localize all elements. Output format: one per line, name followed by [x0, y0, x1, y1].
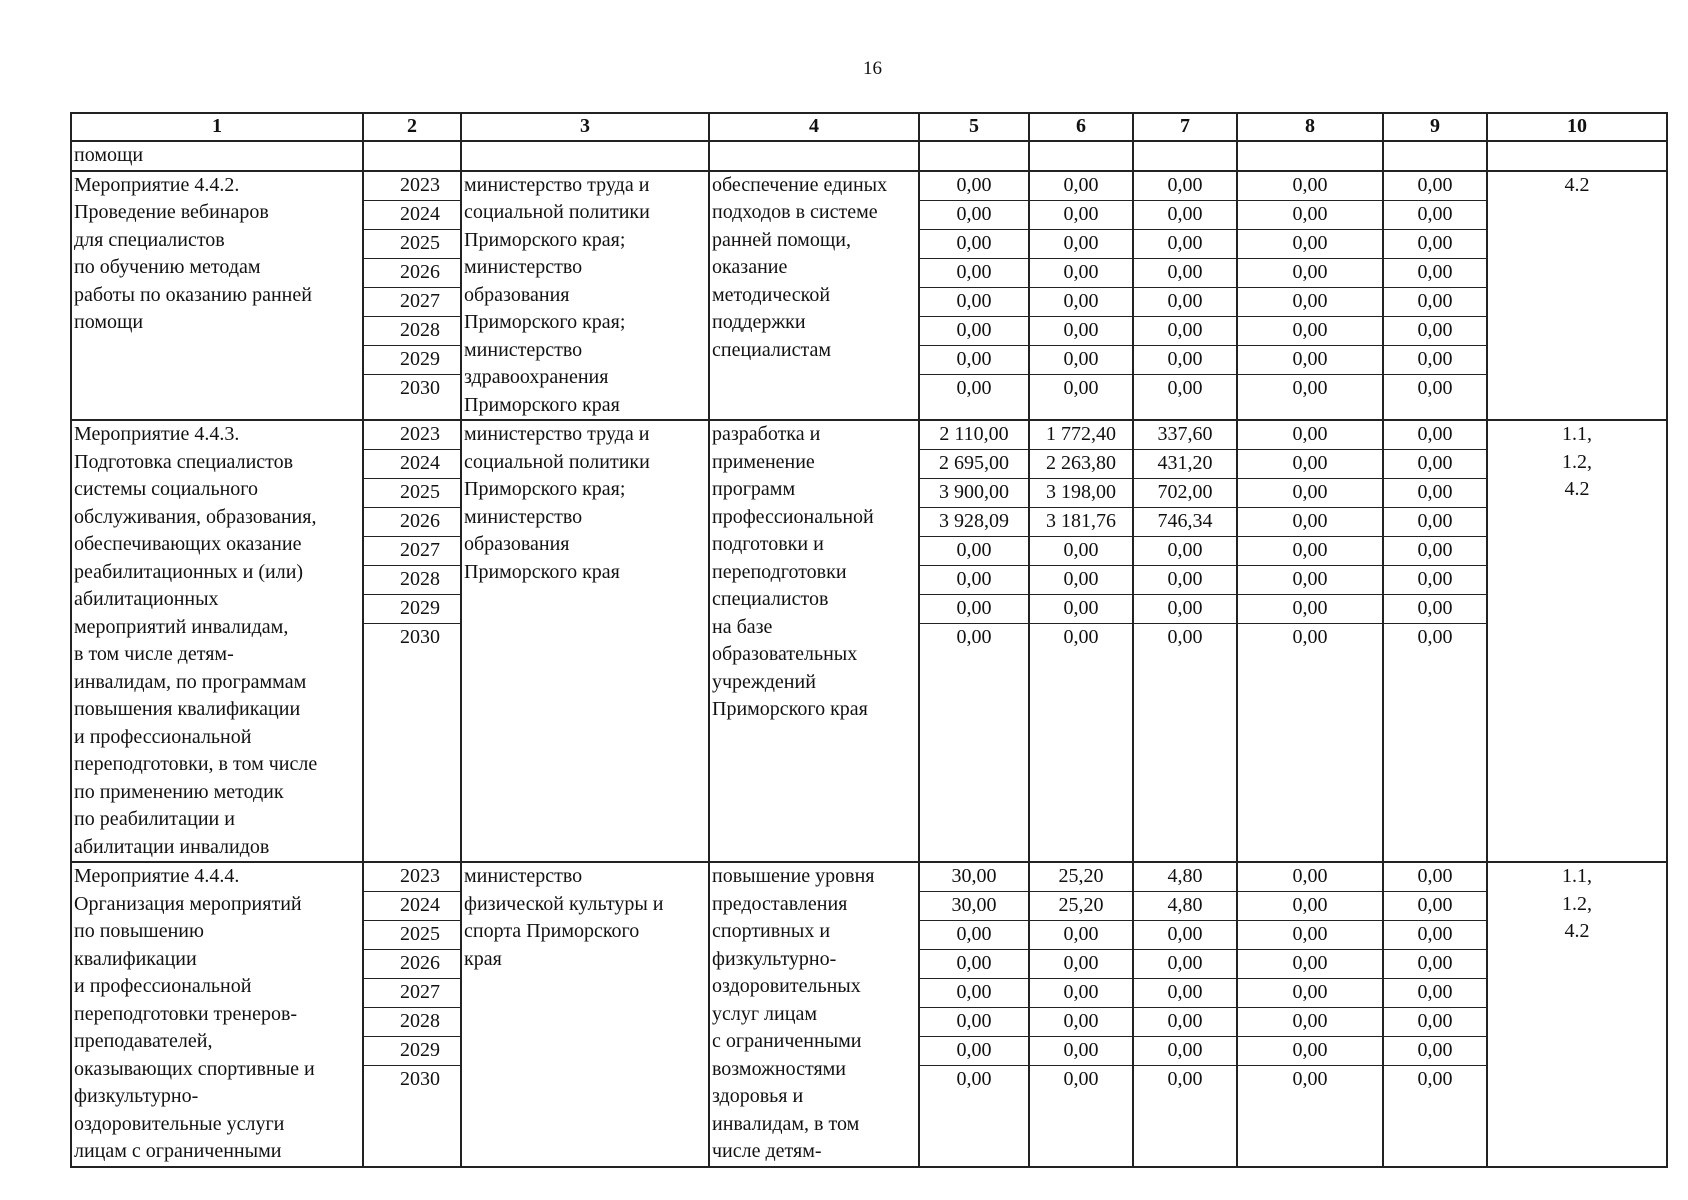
amount-value: 3 181,76	[1030, 508, 1132, 537]
amount-value: 0,00	[1384, 1037, 1486, 1066]
year-value: 2026	[364, 950, 460, 979]
amount-value: 0,00	[920, 346, 1028, 375]
amount-value: 3 900,00	[920, 479, 1028, 508]
amount-value: 0,00	[1134, 259, 1236, 288]
amount-value: 0,00	[1292, 376, 1328, 399]
amount-value: 0,00	[1238, 537, 1382, 566]
amount-value: 0,00	[1384, 508, 1486, 537]
amount-value: 0,00	[1167, 376, 1203, 399]
amount-value: 0,00	[1384, 259, 1486, 288]
year-value: 2024	[364, 450, 460, 479]
amount-value: 0,00	[1384, 863, 1486, 892]
amount-value: 0,00	[920, 921, 1028, 950]
amount-c7	[1133, 420, 1237, 862]
amount-value: 0,00	[1384, 979, 1486, 1008]
col-header-7: 7	[1133, 113, 1237, 141]
amount-value: 0,00	[1417, 626, 1453, 648]
amount-value: 0,00	[1134, 537, 1236, 566]
target-indicator-cell: 1.1, 1.2, 4.2	[1487, 420, 1667, 862]
amount-value: 0,00	[956, 1068, 992, 1090]
amount-value: 0,00	[1384, 921, 1486, 950]
amount-value: 0,00	[920, 317, 1028, 346]
empty-cell	[363, 141, 461, 171]
amount-value: 0,00	[920, 950, 1028, 979]
amount-c5	[919, 420, 1029, 862]
col-header-2: 2	[363, 113, 461, 141]
amount-value: 0,00	[1030, 537, 1132, 566]
amount-value: 0,00	[1238, 863, 1382, 892]
amount-value: 0,00	[1238, 172, 1382, 201]
target-indicator-cell: 4.2	[1487, 171, 1667, 421]
amount-value: 25,20	[1030, 892, 1132, 921]
amount-c6	[1029, 420, 1133, 862]
empty-cell	[461, 141, 709, 171]
amount-value: 25,20	[1030, 863, 1132, 892]
col-header-10: 10	[1487, 113, 1667, 141]
amount-value: 0,00	[1238, 317, 1382, 346]
amount-value: 0,00	[1384, 566, 1486, 595]
executor-cell: министерство физической культуры и спорта Приморского края	[461, 862, 709, 1167]
amount-value: 0,00	[920, 566, 1028, 595]
amount-value: 0,00	[1167, 626, 1203, 648]
amount-value: 30,00	[920, 863, 1028, 892]
empty-cell	[1487, 141, 1667, 171]
amount-value: 0,00	[1238, 566, 1382, 595]
amount-value: 0,00	[1238, 892, 1382, 921]
executor-cell: министерство труда и социальной политики Приморского края; министерство образования Приморского края; министерство здравоохранения Приморского края	[461, 171, 709, 421]
year-value: 2023	[364, 421, 460, 450]
amount-value: 0,00	[920, 1008, 1028, 1037]
year-value: 2024	[364, 892, 460, 921]
amount-value: 0,00	[1384, 537, 1486, 566]
year-value: 2029	[364, 595, 460, 624]
amount-value: 0,00	[1063, 1068, 1099, 1090]
result-cell: обеспечение единых подходов в системе ранней помощи, оказание методической поддержки специалистам	[709, 171, 919, 421]
amount-value: 0,00	[920, 259, 1028, 288]
header-row	[71, 113, 1667, 141]
measure-name: Мероприятие 4.4.4. Организация мероприятий по повышению квалификации и профессиональной переподготовки тренеров- преподавателей, оказывающих спортивные и физкультурно- оздоровительные услуги лицам с ограниченными	[71, 862, 363, 1167]
amount-c7	[1133, 862, 1237, 1167]
empty-cell	[1029, 141, 1133, 171]
amount-value: 0,00	[1238, 479, 1382, 508]
amount-value: 0,00	[1292, 626, 1328, 648]
amount-value: 0,00	[1134, 288, 1236, 317]
measure-name: Мероприятие 4.4.3. Подготовка специалистов системы социального обслуживания, образования, обеспечивающих оказание реабилитационных и (или) абилитационных мероприятий инвалидам, в том числе детям- инвалидам, по программам повышения квалификации и профессиональной переподготовки, в том числе по применению методик по реабилитации и абилитации инвалидов	[71, 420, 363, 862]
amount-value: 0,00	[920, 595, 1028, 624]
target-indicator-cell: 1.1, 1.2, 4.2	[1487, 862, 1667, 1167]
amount-value: 0,00	[920, 201, 1028, 230]
amount-value: 0,00	[1030, 921, 1132, 950]
amount-value: 0,00	[956, 376, 992, 399]
amount-value: 0,00	[1238, 1008, 1382, 1037]
amount-c8	[1237, 420, 1383, 862]
amount-value: 0,00	[1384, 950, 1486, 979]
year-value: 2028	[364, 317, 460, 346]
amount-value: 2 695,00	[920, 450, 1028, 479]
year-value: 2026	[364, 259, 460, 288]
amount-value: 4,80	[1134, 863, 1236, 892]
amount-value: 0,00	[1134, 595, 1236, 624]
col-header-3: 3	[461, 113, 709, 141]
amount-value: 0,00	[1238, 595, 1382, 624]
result-cell: повышение уровня предоставления спортивных и физкультурно- оздоровительных услуг лицам с ограниченными возможностями здоровья и инвалидам, в том числе детям-	[709, 862, 919, 1167]
amount-value: 0,00	[1238, 346, 1382, 375]
col-header-4: 4	[709, 113, 919, 141]
years-cell	[363, 862, 461, 1167]
amount-value: 0,00	[1030, 317, 1132, 346]
year-value: 2026	[364, 508, 460, 537]
program-table	[70, 112, 1668, 1168]
amount-value: 0,00	[1030, 172, 1132, 201]
amount-value: 0,00	[1238, 979, 1382, 1008]
amount-value: 0,00	[1030, 346, 1132, 375]
year-value: 2023	[364, 863, 460, 892]
amount-c9	[1383, 171, 1487, 421]
amount-value: 0,00	[1134, 317, 1236, 346]
executor-cell: министерство труда и социальной политики Приморского края; министерство образования Приморского края	[461, 420, 709, 862]
measure-row	[71, 171, 1667, 421]
amount-value: 0,00	[1134, 1037, 1236, 1066]
amount-value: 2 110,00	[920, 421, 1028, 450]
amount-value: 3 928,09	[920, 508, 1028, 537]
amount-value: 4,80	[1134, 892, 1236, 921]
amount-value: 0,00	[1030, 288, 1132, 317]
amount-value: 30,00	[920, 892, 1028, 921]
amount-value: 0,00	[1384, 421, 1486, 450]
amount-value: 0,00	[1063, 626, 1099, 648]
amount-value: 0,00	[1238, 259, 1382, 288]
amount-value: 0,00	[1134, 172, 1236, 201]
amount-value: 1 772,40	[1030, 421, 1132, 450]
year-value: 2030	[400, 376, 440, 399]
amount-value: 0,00	[1384, 479, 1486, 508]
amount-value: 0,00	[1238, 230, 1382, 259]
amount-c5	[919, 171, 1029, 421]
amount-value: 0,00	[1030, 259, 1132, 288]
years-cell	[363, 171, 461, 421]
measure-name: Мероприятие 4.4.2. Проведение вебинаров для специалистов по обучению методам работы по оказанию ранней помощи	[71, 171, 363, 421]
empty-cell	[709, 141, 919, 171]
amount-value: 0,00	[1238, 450, 1382, 479]
amount-value: 0,00	[1384, 450, 1486, 479]
amount-c9	[1383, 862, 1487, 1167]
amount-value: 0,00	[1063, 376, 1099, 399]
amount-value: 0,00	[1384, 288, 1486, 317]
amount-value: 0,00	[1417, 376, 1453, 399]
amount-c6	[1029, 171, 1133, 421]
amount-value: 3 198,00	[1030, 479, 1132, 508]
amount-value: 0,00	[1384, 595, 1486, 624]
measure-row	[71, 420, 1667, 862]
amount-value: 0,00	[1384, 201, 1486, 230]
measure-row	[71, 862, 1667, 1167]
amount-value: 0,00	[1030, 1037, 1132, 1066]
amount-value: 0,00	[1292, 1068, 1328, 1090]
amount-value: 0,00	[1030, 566, 1132, 595]
years-cell	[363, 420, 461, 862]
year-value: 2027	[364, 288, 460, 317]
amount-value: 0,00	[1238, 1037, 1382, 1066]
amount-value: 0,00	[920, 537, 1028, 566]
amount-value: 0,00	[1238, 421, 1382, 450]
amount-c9	[1383, 420, 1487, 862]
year-value: 2029	[364, 1037, 460, 1066]
amount-value: 0,00	[1134, 979, 1236, 1008]
amount-c7	[1133, 171, 1237, 421]
col-header-5: 5	[919, 113, 1029, 141]
amount-value: 0,00	[1384, 172, 1486, 201]
amount-value: 0,00	[1384, 317, 1486, 346]
col-header-9: 9	[1383, 113, 1487, 141]
amount-value: 0,00	[1238, 921, 1382, 950]
amount-value: 0,00	[1384, 230, 1486, 259]
amount-value: 0,00	[1238, 201, 1382, 230]
empty-cell	[919, 141, 1029, 171]
amount-value: 746,34	[1134, 508, 1236, 537]
amount-value: 0,00	[920, 979, 1028, 1008]
col-header-8: 8	[1237, 113, 1383, 141]
page-number: 16	[863, 58, 882, 79]
amount-value: 0,00	[1134, 566, 1236, 595]
empty-cell	[1133, 141, 1237, 171]
amount-value: 0,00	[1030, 1008, 1132, 1037]
amount-c5	[919, 862, 1029, 1167]
year-value: 2023	[364, 172, 460, 201]
amount-value: 337,60	[1134, 421, 1236, 450]
amount-value: 0,00	[1030, 230, 1132, 259]
amount-value: 0,00	[920, 230, 1028, 259]
amount-c6	[1029, 862, 1133, 1167]
year-value: 2025	[364, 479, 460, 508]
empty-cell	[1237, 141, 1383, 171]
continuation-text: помощи	[71, 141, 363, 171]
amount-value: 2 263,80	[1030, 450, 1132, 479]
amount-value: 431,20	[1134, 450, 1236, 479]
amount-value: 0,00	[920, 288, 1028, 317]
amount-value: 0,00	[1030, 201, 1132, 230]
amount-value: 0,00	[1384, 892, 1486, 921]
result-cell: разработка и применение программ профессиональной подготовки и переподготовки специалистов на базе образовательных учреждений Приморского края	[709, 420, 919, 862]
amount-value: 0,00	[1384, 1008, 1486, 1037]
year-value: 2024	[364, 201, 460, 230]
amount-value: 0,00	[1030, 595, 1132, 624]
amount-value: 0,00	[1134, 950, 1236, 979]
amount-value: 0,00	[956, 626, 992, 648]
year-value: 2025	[364, 921, 460, 950]
year-value: 2027	[364, 537, 460, 566]
amount-value: 0,00	[1238, 288, 1382, 317]
amount-value: 0,00	[1238, 950, 1382, 979]
continuation-row	[71, 141, 1667, 171]
amount-value: 0,00	[1238, 508, 1382, 537]
amount-value: 0,00	[1167, 1068, 1203, 1090]
amount-value: 0,00	[1134, 230, 1236, 259]
amount-value: 0,00	[1134, 1008, 1236, 1037]
amount-value: 0,00	[1384, 346, 1486, 375]
year-value: 2030	[400, 626, 440, 648]
amount-value: 702,00	[1134, 479, 1236, 508]
amount-value: 0,00	[1417, 1068, 1453, 1090]
amount-value: 0,00	[1134, 921, 1236, 950]
amount-c8	[1237, 862, 1383, 1167]
amount-value: 0,00	[1134, 346, 1236, 375]
empty-cell	[1383, 141, 1487, 171]
year-value: 2028	[364, 1008, 460, 1037]
amount-value: 0,00	[920, 1037, 1028, 1066]
amount-c8	[1237, 171, 1383, 421]
year-value: 2029	[364, 346, 460, 375]
amount-value: 0,00	[1030, 979, 1132, 1008]
amount-value: 0,00	[920, 172, 1028, 201]
year-value: 2028	[364, 566, 460, 595]
amount-value: 0,00	[1134, 201, 1236, 230]
year-value: 2025	[364, 230, 460, 259]
year-value: 2030	[400, 1068, 440, 1090]
col-header-1: 1	[71, 113, 363, 141]
year-value: 2027	[364, 979, 460, 1008]
amount-value: 0,00	[1030, 950, 1132, 979]
col-header-6: 6	[1029, 113, 1133, 141]
